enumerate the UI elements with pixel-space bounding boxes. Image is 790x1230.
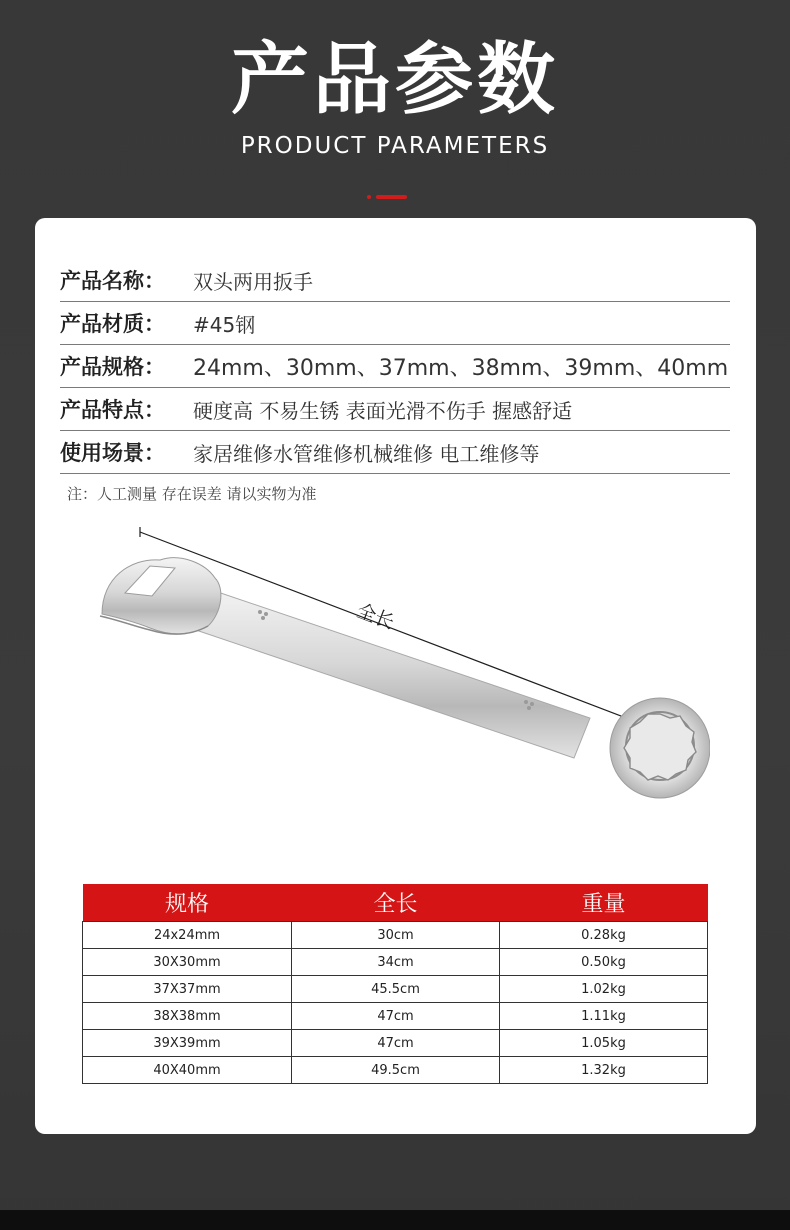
table-cell: 30cm: [292, 922, 500, 949]
page-subtitle: PRODUCT PARAMETERS: [240, 133, 550, 159]
page-title: 产品参数: [230, 35, 559, 125]
spec-row-features: [60, 388, 730, 431]
title-divider: [367, 195, 407, 199]
table-row: [83, 1003, 708, 1030]
spec-label: 产品材质：: [60, 312, 165, 336]
column-header-size: 规格: [83, 884, 292, 922]
table-row: [83, 1057, 708, 1084]
table-cell: 30X30mm: [83, 949, 292, 976]
table-cell: 47cm: [292, 1030, 500, 1057]
table-row: [83, 922, 708, 949]
wrench-image: [90, 518, 710, 838]
bottom-strip: [0, 1210, 790, 1230]
spec-row-name: [60, 259, 730, 302]
divider-bar: [376, 195, 407, 199]
parameters-card: [35, 218, 756, 1134]
table-cell: 1.02kg: [500, 976, 708, 1003]
table-cell: 1.11kg: [500, 1003, 708, 1030]
spec-row-size: [60, 345, 730, 388]
table-cell: 1.32kg: [500, 1057, 708, 1084]
spec-label: 产品名称：: [60, 269, 165, 293]
table-cell: 39X39mm: [83, 1030, 292, 1057]
table-row: [83, 949, 708, 976]
table-cell: 45.5cm: [292, 976, 500, 1003]
table-cell: 49.5cm: [292, 1057, 500, 1084]
spec-value: 双头两用扳手: [193, 269, 313, 294]
column-header-length: 全长: [292, 884, 500, 922]
divider-dot: [367, 195, 371, 199]
table-row: [83, 1030, 708, 1057]
table-cell: 24x24mm: [83, 922, 292, 949]
table-cell: 47cm: [292, 1003, 500, 1030]
table-cell: 0.28kg: [500, 922, 708, 949]
spec-list: [60, 259, 730, 474]
table-cell: 34cm: [292, 949, 500, 976]
table-cell: 38X38mm: [83, 1003, 292, 1030]
spec-label: 使用场景：: [60, 441, 165, 465]
table-cell: 0.50kg: [500, 949, 708, 976]
spec-value: #45钢: [193, 312, 256, 337]
table-cell: 1.05kg: [500, 1030, 708, 1057]
table-cell: 40X40mm: [83, 1057, 292, 1084]
column-header-weight: 重量: [500, 884, 708, 922]
table-header-row: [83, 884, 708, 922]
measurement-note: 注：人工测量 存在误差 请以实物为准: [67, 485, 317, 503]
spec-label: 产品规格：: [60, 355, 165, 379]
spec-label: 产品特点：: [60, 398, 165, 422]
spec-value: 家居维修水管维修机械维修 电工维修等: [193, 441, 540, 466]
spec-value: 24mm、30mm、37mm、38mm、39mm、40mm: [193, 355, 729, 381]
size-table: [82, 884, 708, 1084]
spec-row-usage: [60, 431, 730, 474]
spec-value: 硬度高 不易生锈 表面光滑不伤手 握感舒适: [193, 398, 573, 423]
table-cell: 37X37mm: [83, 976, 292, 1003]
length-label: 全长: [353, 599, 398, 634]
table-row: [83, 976, 708, 1003]
wrench-open-end: [102, 558, 221, 634]
spec-row-material: [60, 302, 730, 345]
